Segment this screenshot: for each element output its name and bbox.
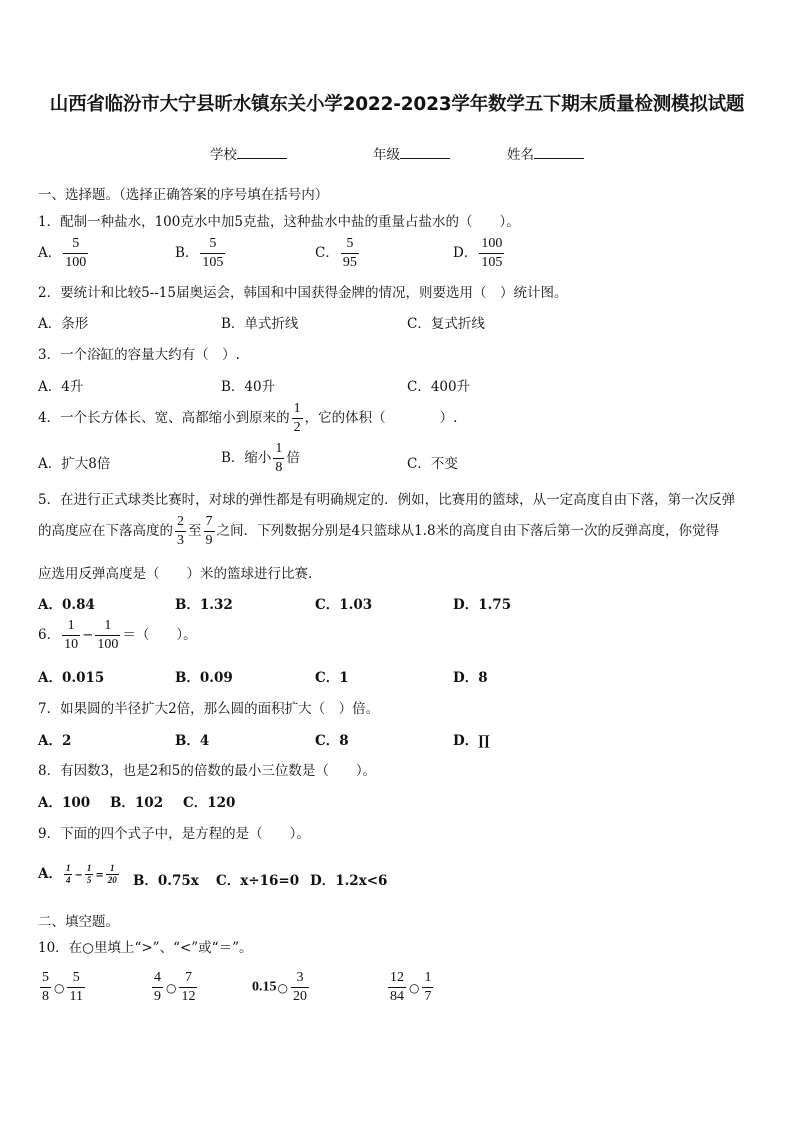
q3-option-b[interactable]: B．40升 xyxy=(221,379,276,395)
q9-a-fraction-2: $\frac{1}{5}$ xyxy=(86,862,92,885)
q9-option-c[interactable]: C．x÷16=0 xyxy=(216,873,300,889)
q6-post: ＝（ ）。 xyxy=(122,627,197,644)
q6-option-b[interactable]: B．0.09 xyxy=(175,670,233,686)
q1-option-d[interactable] xyxy=(453,236,506,271)
q6-fraction-2: $\frac{1}{100}$ xyxy=(97,618,119,653)
q2-option-c[interactable]: C．复式折线 xyxy=(407,316,485,332)
q6-minus: − xyxy=(82,627,94,644)
q1-d-label: D． xyxy=(453,245,478,262)
q5-line2-post: 之间．下列数据分别是4只篮球从1.8米的高度自由下落后第一次的反弹高度，你觉得 xyxy=(216,523,720,540)
q9-a-fraction-1: $\frac{1}{4}$ xyxy=(65,862,71,885)
q5-mid: 至 xyxy=(188,523,202,540)
q10-item-1 xyxy=(38,970,87,1005)
q7-option-a[interactable]: A．2 xyxy=(38,733,72,749)
q5-option-c[interactable]: C．1.03 xyxy=(315,597,373,613)
q4-b-fraction: $\frac{1}{8}$ xyxy=(275,441,283,476)
grade-blank[interactable] xyxy=(400,145,450,159)
q5-option-b[interactable]: B．1.32 xyxy=(175,597,233,613)
q5-option-a[interactable]: A．0.84 xyxy=(38,597,95,613)
school-field[interactable] xyxy=(210,143,287,163)
name-label: 姓名 xyxy=(507,147,534,163)
q4-b-pre: B．缩小 xyxy=(221,450,272,467)
q9-a-label: A． xyxy=(38,866,62,882)
section-2-heading: 二、填空题。 xyxy=(38,914,119,930)
q5-fraction-2: $\frac{7}{9}$ xyxy=(205,514,213,549)
q9-option-d[interactable]: D．1.2x<6 xyxy=(310,873,388,889)
q1-a-label: A． xyxy=(38,245,62,262)
q6-option-a[interactable]: A．0.015 xyxy=(38,670,105,686)
q7-text: 7．如果圆的半径扩大2倍，那么圆的面积扩大（ ）倍。 xyxy=(38,701,380,717)
q8-option-a[interactable]: A．100 xyxy=(38,795,91,811)
q5-line-3: 应选用反弹高度是（ ）米的篮球进行比赛. xyxy=(38,566,313,582)
q8-option-c[interactable]: C．120 xyxy=(183,795,236,811)
q9-a-equals: = xyxy=(95,870,104,881)
q2-text: 2．要统计和比较5--15届奥运会，韩国和中国获得金牌的情况，则要选用（ ）统计图。 xyxy=(38,285,568,301)
compare-circle-3[interactable]: ○ xyxy=(277,980,288,995)
q2-option-a[interactable]: A．条形 xyxy=(38,316,89,332)
q6-option-d[interactable]: D．8 xyxy=(453,670,488,686)
q5-line2-pre: 的高度应在下落高度的 xyxy=(38,523,173,540)
school-label: 学校 xyxy=(210,147,237,163)
q1-c-label: C． xyxy=(315,245,339,262)
section-1-heading: 一、选择题。（选择正确答案的序号填在括号内） xyxy=(38,187,329,203)
q4-option-c[interactable]: C．不变 xyxy=(407,456,458,472)
q10-4-left-fraction: $\frac{12}{84}$ xyxy=(390,970,404,1005)
q4-pre: 4．一个长方体长、宽、高都缩小到原来的 xyxy=(38,410,290,427)
q6-text xyxy=(38,618,197,653)
q6-fraction-1: $\frac{1}{10}$ xyxy=(64,618,79,653)
q10-1-right-fraction: $\frac{5}{11}$ xyxy=(69,970,83,1005)
q5-line-2 xyxy=(38,514,719,549)
q5-fraction-1: $\frac{2}{3}$ xyxy=(177,514,184,549)
q7-option-c[interactable]: C．8 xyxy=(315,733,349,749)
q6-label: 6． xyxy=(38,627,61,644)
q4-fraction: $\frac{1}{2}$ xyxy=(293,401,301,436)
q1-b-label: B． xyxy=(175,245,199,262)
q10-1-left-fraction: $\frac{5}{8}$ xyxy=(42,970,49,1005)
q1-text: 1．配制一种盐水，100克水中加5克盐，这种盐水中盐的重量占盐水的（ ）。 xyxy=(38,214,520,230)
name-field[interactable] xyxy=(507,143,584,163)
q9-option-a[interactable] xyxy=(38,862,121,885)
q3-option-a[interactable]: A．4升 xyxy=(38,379,84,395)
q10-3-left-decimal: 0.15 xyxy=(252,979,277,995)
name-blank[interactable] xyxy=(534,145,584,159)
q9-text: 9．下面的四个式子中，是方程的是（ ）。 xyxy=(38,826,310,842)
q5-option-d[interactable]: D．1.75 xyxy=(453,597,512,613)
q9-a-minus: − xyxy=(74,870,83,881)
q1-a-fraction: $\frac{5}{100}$ xyxy=(65,236,87,271)
q10-item-3 xyxy=(252,970,311,1005)
school-blank[interactable] xyxy=(237,145,287,159)
q2-option-b[interactable]: B．单式折线 xyxy=(221,316,299,332)
q6-option-c[interactable]: C．1 xyxy=(315,670,349,686)
q10-2-right-fraction: $\frac{7}{12}$ xyxy=(181,970,196,1005)
q10-4-right-fraction: $\frac{1}{7}$ xyxy=(424,970,432,1005)
q10-3-right-fraction: $\frac{3}{20}$ xyxy=(292,970,307,1005)
q10-text: 10．在○里填上“>”、“<”或“＝”。 xyxy=(38,940,253,956)
q9-a-fraction-3: $\frac{1}{20}$ xyxy=(107,862,117,885)
grade-label: 年级 xyxy=(373,147,400,163)
q8-text: 8．有因数3，也是2和5的倍数的最小三位数是（ ）。 xyxy=(38,763,377,779)
q10-item-2 xyxy=(150,970,199,1005)
q4-text xyxy=(38,401,457,436)
q4-post: ，它的体积（ ）. xyxy=(304,410,458,427)
q10-item-4 xyxy=(386,970,435,1005)
q5-line-1: 5．在进行正式球类比赛时，对球的弹性都是有明确规定的．例如，比赛用的篮球，从一定高度自由下落，第一次反弹 xyxy=(38,492,736,508)
compare-circle-4[interactable]: ○ xyxy=(409,980,420,995)
q10-2-left-fraction: $\frac{4}{9}$ xyxy=(154,970,161,1005)
q1-option-b[interactable] xyxy=(175,236,227,271)
q4-b-post: 倍 xyxy=(286,450,300,467)
q7-option-d[interactable]: D．∏ xyxy=(453,733,490,749)
q1-c-fraction: $\frac{5}{95}$ xyxy=(342,236,357,271)
q8-option-b[interactable]: B．102 xyxy=(110,795,164,811)
q1-option-c[interactable] xyxy=(315,236,361,271)
q3-text: 3．一个浴缸的容量大约有（ ）. xyxy=(38,347,240,363)
compare-circle-2[interactable]: ○ xyxy=(166,980,177,995)
q7-option-b[interactable]: B．4 xyxy=(175,733,210,749)
q1-option-a[interactable] xyxy=(38,236,90,271)
q3-option-c[interactable]: C．400升 xyxy=(407,379,471,395)
q1-b-fraction: $\frac{5}{105}$ xyxy=(202,236,224,271)
compare-circle-1[interactable]: ○ xyxy=(54,980,65,995)
q9-option-b[interactable]: B．0.75x xyxy=(133,873,199,889)
q1-d-fraction: $\frac{100}{105}$ xyxy=(481,236,503,271)
page-title: 山西省临汾市大宁县昕水镇东关小学2022-2023学年数学五下期末质量检测模拟试题 xyxy=(49,94,745,115)
q4-option-b[interactable] xyxy=(221,441,300,476)
q4-option-a[interactable]: A．扩大8倍 xyxy=(38,456,111,472)
grade-field[interactable] xyxy=(373,143,450,163)
